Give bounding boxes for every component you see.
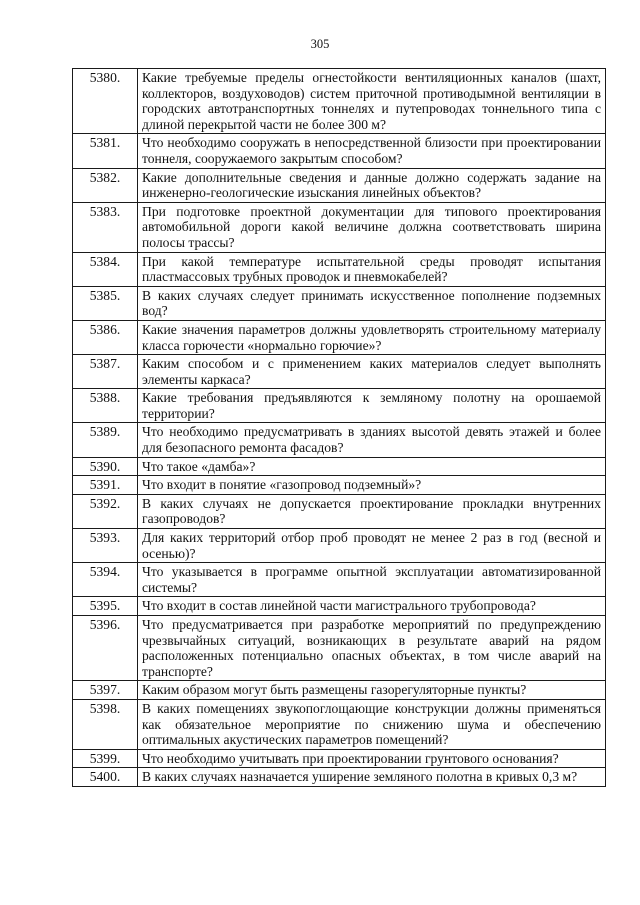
table-row: [73, 749, 606, 768]
question-number: 5393.: [73, 529, 138, 563]
table-row: [73, 355, 606, 389]
question-number: 5395.: [73, 597, 138, 616]
question-number: 5391.: [73, 476, 138, 495]
question-number: 5386.: [73, 320, 138, 354]
table-row: [73, 529, 606, 563]
question-number: 5399.: [73, 749, 138, 768]
questions-table: [72, 68, 606, 787]
question-number: 5384.: [73, 252, 138, 286]
table-row: [73, 597, 606, 616]
question-text: Какие дополнительные сведения и данные должно содержать задание на инженерно-геологические изыскания линейных объектов?: [138, 168, 606, 202]
question-text: Что указывается в программе опытной эксплуатации автоматизированной системы?: [138, 563, 606, 597]
question-text: В каких помещениях звукопоглощающие конструкции должны применяться как обязательное мероприятие по снижению шума и обеспечению оптимальных акустических параметров помещений?: [138, 699, 606, 749]
question-number: 5398.: [73, 699, 138, 749]
table-row: [73, 320, 606, 354]
table-row: [73, 202, 606, 252]
question-number: 5397.: [73, 681, 138, 700]
table-row: [73, 286, 606, 320]
table-row: [73, 681, 606, 700]
question-text: При подготовке проектной документации для типового проектирования автомобильной дороги какой величине должна соответствовать ширина полосы трассы?: [138, 202, 606, 252]
question-number: 5389.: [73, 423, 138, 457]
page-number: 305: [310, 37, 330, 51]
table-row: [73, 134, 606, 168]
question-text: Каким образом могут быть размещены газорегуляторные пункты?: [138, 681, 606, 700]
question-text: Что необходимо сооружать в непосредственной близости при проектировании тоннеля, сооружаемого закрытым способом?: [138, 134, 606, 168]
question-number: 5388.: [73, 389, 138, 423]
question-text: Какие требуемые пределы огнестойкости вентиляционных каналов (шахт, коллекторов, воздуховодов) систем приточной противодымной вентиляции в городских автотранспортных тоннелях и путепроводах тоннельного типа с длиной перекрытой части не более 300 м?: [138, 69, 606, 134]
question-number: 5382.: [73, 168, 138, 202]
table-row: [73, 457, 606, 476]
question-text: Каким способом и с применением каких материалов следует выполнять элементы каркаса?: [138, 355, 606, 389]
question-text: Какие значения параметров должны удовлетворять строительному материалу класса горючести «нормально горючие»?: [138, 320, 606, 354]
question-number: 5390.: [73, 457, 138, 476]
table-row: [73, 69, 606, 134]
table-row: [73, 768, 606, 787]
table-row: [73, 494, 606, 528]
question-text: Что необходимо учитывать при проектировании грунтового основания?: [138, 749, 606, 768]
question-text: Для каких территорий отбор проб проводят не менее 2 раз в год (весной и осенью)?: [138, 529, 606, 563]
question-number: 5394.: [73, 563, 138, 597]
question-number: 5400.: [73, 768, 138, 787]
question-text: В каких случаях следует принимать искусственное пополнение подземных вод?: [138, 286, 606, 320]
question-text: Какие требования предъявляются к земляному полотну на орошаемой территории?: [138, 389, 606, 423]
question-text: Что входит в состав линейной части магистрального трубопровода?: [138, 597, 606, 616]
question-number: 5396.: [73, 616, 138, 681]
question-number: 5385.: [73, 286, 138, 320]
question-number: 5381.: [73, 134, 138, 168]
table-row: [73, 563, 606, 597]
table-row: [73, 423, 606, 457]
question-text: Что входит в понятие «газопровод подземный»?: [138, 476, 606, 495]
question-number: 5392.: [73, 494, 138, 528]
question-text: В каких случаях назначается уширение земляного полотна в кривых 0,3 м?: [138, 768, 606, 787]
table-row: [73, 389, 606, 423]
question-number: 5387.: [73, 355, 138, 389]
table-row: [73, 168, 606, 202]
question-text: Что необходимо предусматривать в зданиях высотой девять этажей и более для безопасного ремонта фасадов?: [138, 423, 606, 457]
question-text: При какой температуре испытательной среды проводят испытания пластмассовых трубных проводок и пневмокабелей?: [138, 252, 606, 286]
question-number: 5380.: [73, 69, 138, 134]
question-text: В каких случаях не допускается проектирование прокладки внутренних газопроводов?: [138, 494, 606, 528]
table-row: [73, 616, 606, 681]
question-text: Что предусматривается при разработке мероприятий по предупреждению чрезвычайных ситуаций, возникающих в результате аварий на рядом расположенных потенциально опасных объектах, в том числе аварий на транспорте?: [138, 616, 606, 681]
table-row: [73, 476, 606, 495]
table-row: [73, 699, 606, 749]
question-text: Что такое «дамба»?: [138, 457, 606, 476]
question-number: 5383.: [73, 202, 138, 252]
questions-table-body: [73, 69, 606, 787]
table-row: [73, 252, 606, 286]
